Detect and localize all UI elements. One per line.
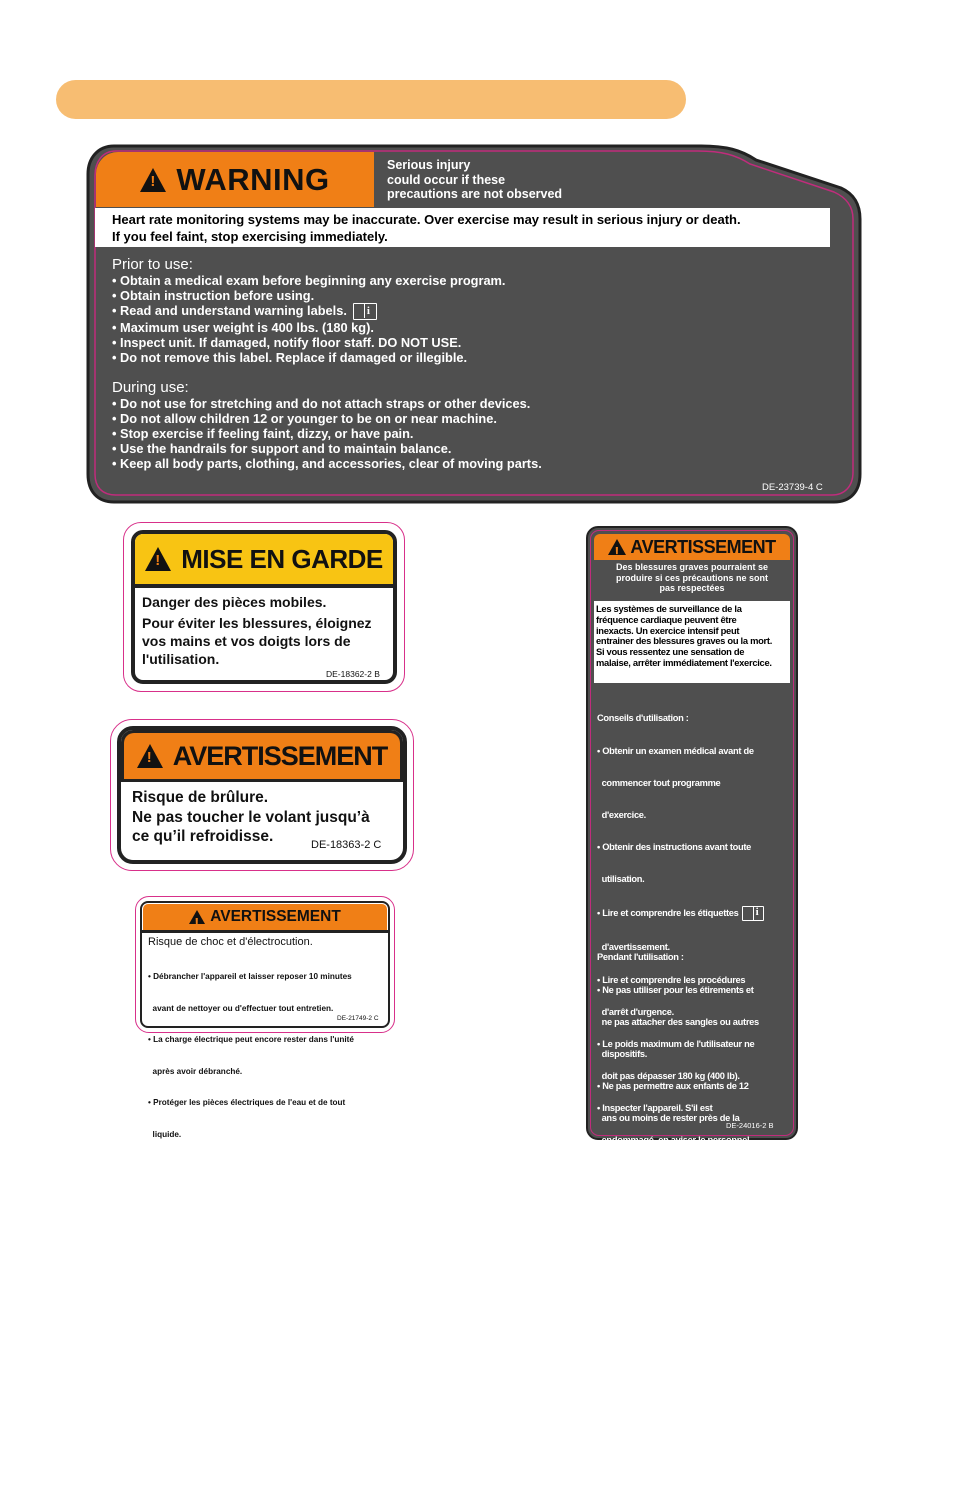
warning-triangle-icon bbox=[189, 910, 205, 924]
list-item: • Ne pas utiliser pour les étirements et bbox=[597, 984, 754, 995]
mise-line: vos mains et vos doigts lors de bbox=[142, 633, 351, 649]
warning-triangle-icon bbox=[608, 539, 626, 555]
white-line: fréquence cardiaque peuvent être bbox=[596, 613, 737, 625]
burn-line: Ne pas toucher le volant jusqu’à bbox=[132, 809, 370, 826]
list-item: Remplacer si endommagé ou illisible. bbox=[597, 1359, 757, 1370]
burn-header-text: AVERTISSEMENT bbox=[172, 740, 388, 771]
divider bbox=[140, 930, 390, 933]
list-item: • Obtenir des instructions avant toute bbox=[597, 841, 752, 852]
warning-header-text: WARNING bbox=[176, 161, 330, 197]
white-line: inexacts. Un exercice intensif peut bbox=[596, 624, 740, 636]
sub-line: pas respectées bbox=[659, 583, 725, 593]
list-item: • Maximum user weight is 400 lbs. (180 kg). bbox=[112, 320, 374, 336]
warning-subheader bbox=[387, 158, 637, 202]
list-item: commencer tout programme bbox=[597, 777, 721, 788]
list-item: dispositifs. bbox=[597, 1048, 648, 1059]
list-item-text: • Lire et comprendre les étiquettes bbox=[597, 908, 739, 919]
list-item: mobiles. bbox=[597, 1401, 637, 1412]
during-use-section bbox=[112, 380, 542, 471]
manual-book-icon bbox=[742, 906, 764, 921]
label-code: DE-18362-2 B bbox=[326, 669, 380, 679]
strip-line: Heart rate monitoring systems may be inaccurate. Over exercise may result in serious injury or death. bbox=[112, 212, 741, 227]
tall-subheader bbox=[594, 562, 790, 594]
list-item: ne pas attacher des sangles ou autres bbox=[597, 1016, 759, 1027]
list-item-with-icon bbox=[597, 906, 789, 921]
list-item: doit pas dépasser 180 kg (400 lb). bbox=[597, 1070, 740, 1081]
burn-header bbox=[124, 733, 400, 779]
label-code: DE-23739-4 C bbox=[762, 482, 823, 493]
mise-text bbox=[142, 593, 372, 668]
shock-list bbox=[148, 951, 354, 1151]
list-item: premières marches lors du démarrage bbox=[597, 1231, 761, 1242]
warning-triangle-icon bbox=[145, 547, 171, 571]
list-item: • Obtenir un examen médical avant de bbox=[597, 745, 754, 756]
list-item: ou de l'arrêt du tapis roulant. bbox=[597, 1263, 720, 1274]
list-item: • Le poids maximum de l'utilisateur ne bbox=[597, 1038, 755, 1049]
burn-text bbox=[132, 788, 370, 846]
list-item: • Ne pas permettre aux enfants de 12 bbox=[597, 1080, 749, 1091]
list-item-with-icon bbox=[112, 303, 506, 320]
list-item: • Attendre l'arrêt complet de la bande de bbox=[597, 1434, 762, 1445]
divider bbox=[131, 584, 397, 588]
list-item: • Débrancher l'appareil et laisser reposer 10 minutes bbox=[148, 972, 352, 981]
list-item: d'exercice. bbox=[597, 809, 646, 820]
prior-to-use-section bbox=[112, 257, 506, 365]
prior-heading: Prior to use: bbox=[112, 256, 193, 273]
pendant-section bbox=[597, 931, 789, 1488]
list-item: • La charge électrique peut encore rester dans l'unité bbox=[148, 1035, 354, 1044]
list-item: douleur. bbox=[597, 1241, 636, 1252]
list-item: • Lire et comprendre les procédures bbox=[597, 974, 746, 985]
heart-rate-warning-strip bbox=[95, 208, 830, 247]
mise-header-text: MISE EN GARDE bbox=[181, 543, 383, 574]
list-item: • Placer vos pieds sur les deux bbox=[597, 1199, 724, 1210]
list-item: • Arrêter l'exercice si vous ressentez une bbox=[597, 1177, 765, 1188]
mise-line: Pour éviter les blessures, éloignez bbox=[142, 615, 372, 631]
list-item: • Inspecter l'appareil. S'il est bbox=[597, 1103, 713, 1114]
pendant-heading: Pendant l'utilisation : bbox=[597, 952, 684, 963]
list-item: après avoir débranché. bbox=[148, 1066, 243, 1076]
burn-line: Risque de brûlure. bbox=[132, 789, 269, 806]
shock-title: Risque de choc et d'électrocution. bbox=[148, 936, 313, 948]
subheader-line: precautions are not observed bbox=[387, 187, 563, 201]
list-item: • Do not use for stretching and do not attach straps or other devices. bbox=[112, 396, 531, 411]
burn-line: ce qu’il refroidisse. bbox=[132, 828, 274, 845]
list-item: • Obtain a medical exam before beginning any exercise program. bbox=[112, 273, 506, 288]
section-header-bar bbox=[56, 80, 686, 119]
list-item: • Ne pas enlever cette étiquette. bbox=[597, 1327, 727, 1338]
list-item: roulement avant de descendre. bbox=[597, 1466, 730, 1477]
list-item: • Keep all body parts, clothing, and accessories, clear of moving parts. bbox=[112, 456, 542, 471]
tall-heart-rate-box bbox=[594, 601, 790, 683]
mise-line: l'utilisation. bbox=[142, 651, 220, 667]
list-item: endommagé, en aviser le personnel. bbox=[597, 1135, 752, 1146]
white-line: Les systèmes de surveillance de la bbox=[596, 603, 742, 614]
list-item: • Use the handrails for support and to maintain balance. bbox=[112, 441, 452, 456]
tall-header bbox=[594, 534, 790, 560]
list-item: • Do not remove this label. Replace if damaged or illegible. bbox=[112, 350, 468, 366]
white-line: malaise, arrêter immédiatement l'exercice. bbox=[596, 656, 772, 668]
warning-triangle-icon bbox=[140, 168, 166, 192]
sub-line: Des blessures graves pourraient se bbox=[615, 562, 769, 572]
subheader-line: could occur if these bbox=[387, 172, 506, 187]
mise-line: Danger des pièces mobiles. bbox=[142, 594, 327, 610]
during-heading: During use: bbox=[112, 379, 189, 396]
list-item: d'avertissement. bbox=[597, 942, 670, 953]
list-item: liquide. bbox=[148, 1129, 182, 1139]
list-item: • Do not allow children 12 or younger to be on or near machine. bbox=[112, 411, 497, 426]
mise-en-garde-header bbox=[135, 534, 393, 584]
list-item: machine. bbox=[597, 1145, 640, 1156]
list-item: • Inspect unit. If damaged, notify floor staff. DO NOT USE. bbox=[112, 335, 462, 351]
list-item: d'arrêt d'urgence. bbox=[597, 1006, 674, 1017]
label-code: DE-24016-2 B bbox=[726, 1121, 774, 1130]
list-item: • Garder votre corps, vos vêtements et bbox=[597, 1337, 756, 1348]
list-item: ans ou moins de rester près de la bbox=[597, 1112, 740, 1123]
shock-header bbox=[143, 904, 387, 930]
list-item: vos accessoires éloignés des pièces bbox=[597, 1369, 754, 1380]
white-line: entrainer des blessures graves ou la mort. bbox=[596, 635, 773, 647]
white-line: Si vous ressentez une sensation de bbox=[596, 646, 745, 658]
list-item: avant de nettoyer ou d'effectuer tout entretien. bbox=[148, 1003, 334, 1013]
list-item: • Clip E-STOP lanière aux vêtements. bbox=[597, 1295, 749, 1306]
sub-line: produire si ces précautions ne sont bbox=[615, 572, 769, 583]
list-item: • Protéger les pièces électriques de l'eau et de tout bbox=[148, 1098, 346, 1107]
strip-line: If you feel faint, stop exercising immediately. bbox=[112, 229, 388, 244]
label-code: DE-18363-2 C bbox=[311, 839, 382, 851]
list-item-text: • Read and understand warning labels. bbox=[112, 303, 347, 318]
list-item: • Obtain instruction before using. bbox=[112, 288, 315, 303]
list-item: NE PAS UTILISER. bbox=[597, 1167, 679, 1178]
list-item: faiblesse, un étourdissement ou une bbox=[597, 1209, 753, 1220]
shock-header-text: AVERTISSEMENT bbox=[210, 908, 341, 925]
conseils-heading: Conseils d'utilisation : bbox=[597, 713, 689, 724]
label-code: DE-21749-2 C bbox=[337, 1015, 379, 1022]
tall-header-text: AVERTISSEMENT bbox=[630, 536, 776, 557]
subheader-line: Serious injury bbox=[387, 158, 471, 172]
list-item: • Stop exercise if feeling faint, dizzy, or have pain. bbox=[112, 426, 414, 441]
list-item: maintenir l'équilibre. bbox=[597, 1305, 686, 1316]
list-item: • Utiliser des rampes de soutien pour bbox=[597, 1273, 750, 1284]
warning-header bbox=[96, 152, 374, 207]
list-item: utilisation. bbox=[597, 873, 645, 884]
warning-triangle-icon bbox=[137, 744, 163, 768]
manual-book-icon bbox=[353, 303, 377, 320]
